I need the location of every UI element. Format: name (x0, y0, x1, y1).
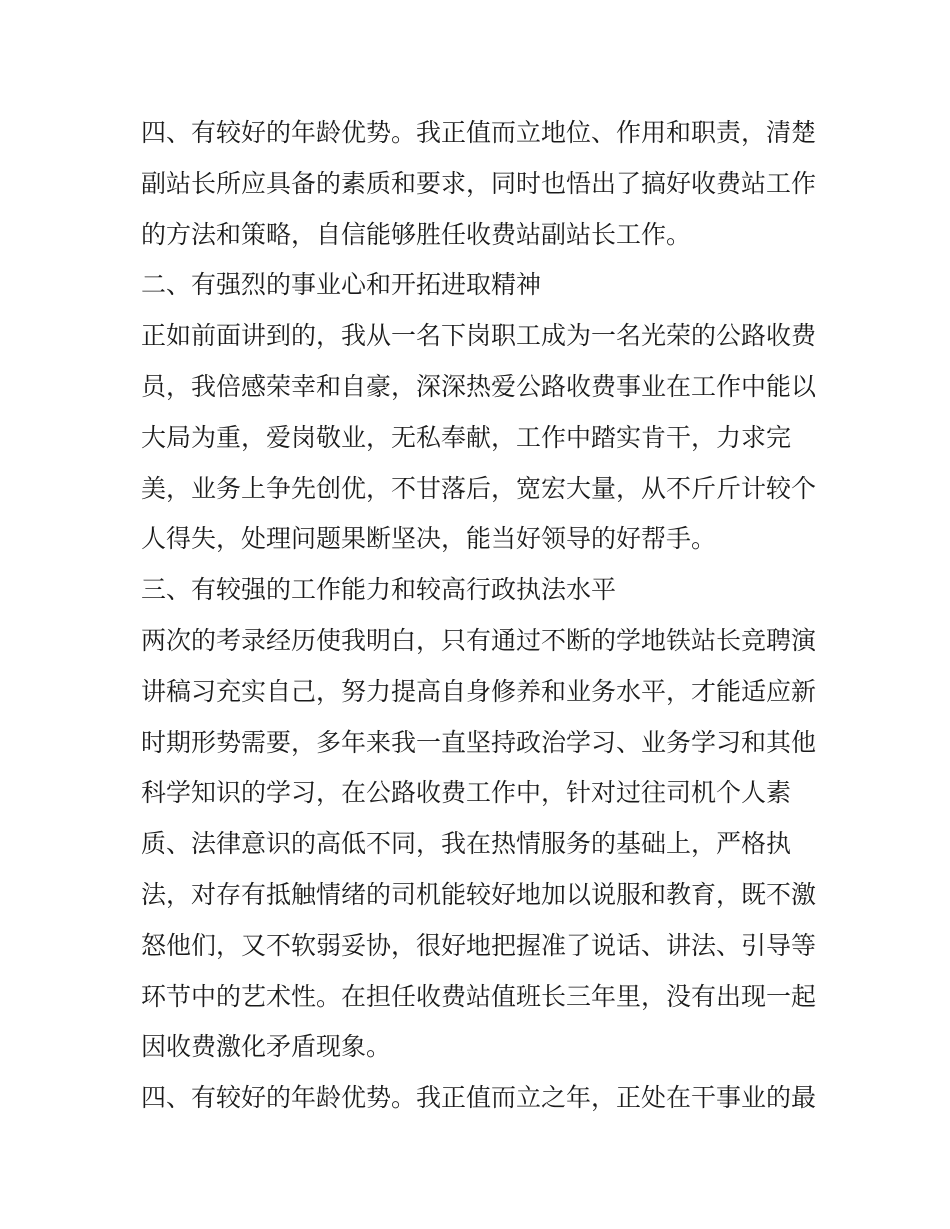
text-line: 怒他们，又不软弱妥协，很好地把握准了说话、讲法、引导等 (141, 930, 817, 960)
text-line: 四、有较好的年龄优势。我正值而立之年，正处在干事业的最 (141, 1083, 817, 1113)
text-line: 环节中的艺术性。在担任收费站值班长三年里，没有出现一起 (141, 981, 817, 1011)
text-line: 法，对存有抵触情绪的司机能较好地加以说服和教育，既不激 (141, 879, 817, 909)
text-line: 人得失，处理问题果断坚决，能当好领导的好帮手。 (141, 524, 717, 554)
text-line: 副站长所应具备的素质和要求，同时也悟出了搞好收费站工作 (141, 168, 817, 198)
text-line: 的方法和策略，自信能够胜任收费站副站长工作。 (141, 219, 692, 249)
text-line: 因收费激化矛盾现象。 (141, 1032, 392, 1062)
text-line: 两次的考录经历使我明白，只有通过不断的学地铁站长竞聘演 (141, 625, 817, 655)
text-line: 美，业务上争先创优，不甘落后，宽宏大量，从不斤斤计较个 (141, 473, 817, 503)
text-line: 四、有较好的年龄优势。我正值而立地位、作用和职责，清楚 (141, 118, 817, 147)
text-line: 正如前面讲到的，我从一名下岗职工成为一名光荣的公路收费 (141, 321, 817, 351)
text-line: 科学知识的学习，在公路收费工作中，针对过往司机个人素 (141, 778, 792, 808)
section-heading: 三、有较强的工作能力和较高行政执法水平 (141, 575, 617, 605)
text-line: 时期形势需要，多年来我一直坚持政治学习、业务学习和其他 (141, 727, 817, 757)
document-body (141, 108, 831, 1124)
text-line: 大局为重，爱岗敬业，无私奉献，工作中踏实肯干，力求完 (141, 422, 792, 452)
section-heading: 二、有强烈的事业心和开拓进取精神 (141, 270, 542, 300)
text-line: 讲稿习充实自己，努力提高自身修养和业务水平，才能适应新 (141, 676, 817, 706)
text-line: 质、法律意识的高低不同，我在热情服务的基础上，严格执 (141, 829, 792, 859)
text-line: 员，我倍感荣幸和自豪，深深热爱公路收费事业在工作中能以 (141, 371, 817, 401)
